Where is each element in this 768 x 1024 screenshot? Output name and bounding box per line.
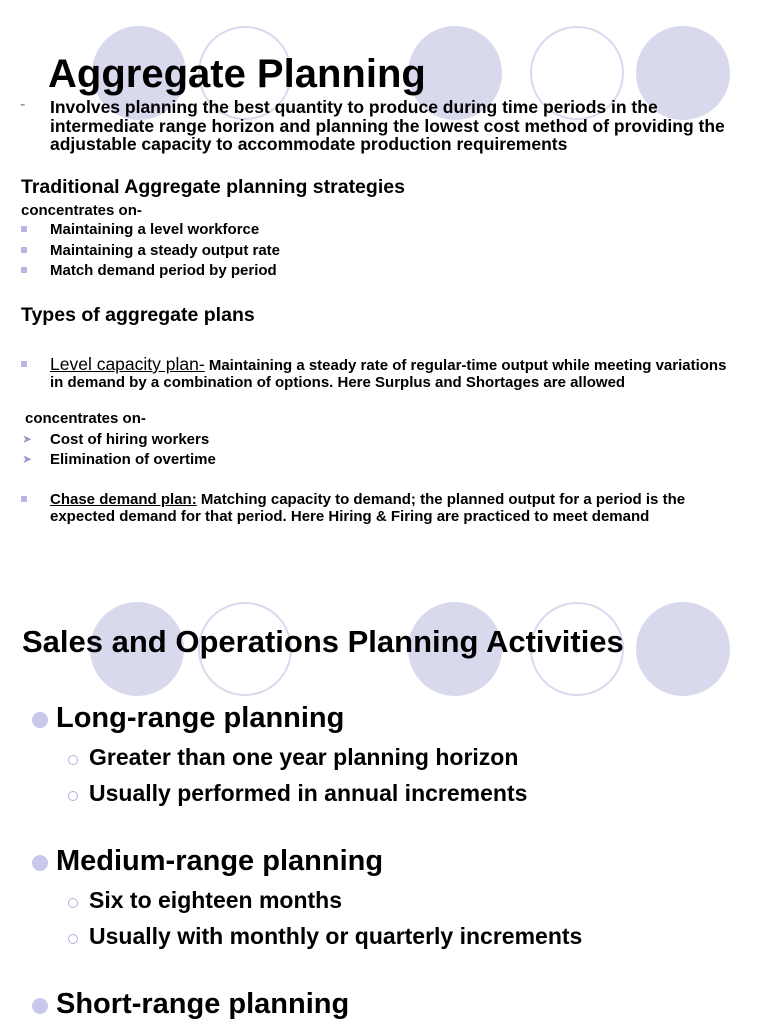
arrow-bullet-icon: ➤ [22, 452, 33, 466]
types-heading: Types of aggregate plans [21, 304, 255, 326]
intro-text: Involves planning the best quantity to produce during time periods in the intermediate range horizon and planning the lowest cost method of providing the adjustable capacity to accommodate production requirements [50, 97, 725, 154]
square-bullet-icon [21, 496, 27, 502]
section-point: Greater than one year planning horizon [89, 744, 519, 770]
section-point: Usually performed in annual increments [89, 780, 528, 806]
square-bullet-icon [21, 361, 27, 367]
strategy-item: Match demand period by period [50, 262, 277, 279]
concentrates-label: concentrates on- [21, 202, 142, 219]
circle-bullet-icon [32, 712, 48, 728]
ring-bullet-icon [68, 791, 78, 801]
chase-plan-description: Matching capacity to demand; the planned output for a period is the expected demand for that period. Here Hiring & Firing are practiced to meet demand [50, 491, 686, 525]
arrow-bullet-icon: ➤ [22, 432, 33, 446]
chase-plan-paragraph [50, 492, 740, 525]
section-heading: Long-range planning [56, 702, 345, 734]
page-title: Aggregate Planning [48, 52, 426, 96]
chase-plan-term: Chase demand plan: [50, 491, 197, 508]
section-point: Usually with monthly or quarterly increments [89, 923, 583, 949]
strategy-item: Maintaining a level workforce [50, 221, 260, 238]
level-plan-point: Elimination of overtime [50, 451, 216, 468]
intro-marker: - [20, 96, 26, 113]
ring-bullet-icon [68, 755, 78, 765]
concentrates-label: concentrates on- [25, 410, 146, 427]
ring-bullet-icon [68, 898, 78, 908]
slide-title: Sales and Operations Planning Activities [22, 624, 624, 659]
square-bullet-icon [21, 226, 27, 232]
section-point: Six to eighteen months [89, 887, 343, 913]
section-heading: Short-range planning [56, 988, 350, 1020]
level-plan-description: Maintaining a steady rate of regular-time output while meeting variations in demand by a combination of options. Here Surplus and Shortages are allowed [50, 357, 727, 391]
strategies-heading: Traditional Aggregate planning strategies [21, 176, 405, 198]
decor-circle [636, 602, 730, 696]
square-bullet-icon [21, 267, 27, 273]
ring-bullet-icon [68, 934, 78, 944]
circle-bullet-icon [32, 855, 48, 871]
circle-bullet-icon [32, 998, 48, 1014]
strategy-item: Maintaining a steady output rate [50, 242, 281, 259]
level-plan-paragraph [50, 356, 740, 391]
level-plan-point: Cost of hiring workers [50, 431, 210, 448]
level-plan-term: Level capacity plan- [50, 354, 205, 374]
square-bullet-icon [21, 247, 27, 253]
section-heading: Medium-range planning [56, 845, 384, 877]
